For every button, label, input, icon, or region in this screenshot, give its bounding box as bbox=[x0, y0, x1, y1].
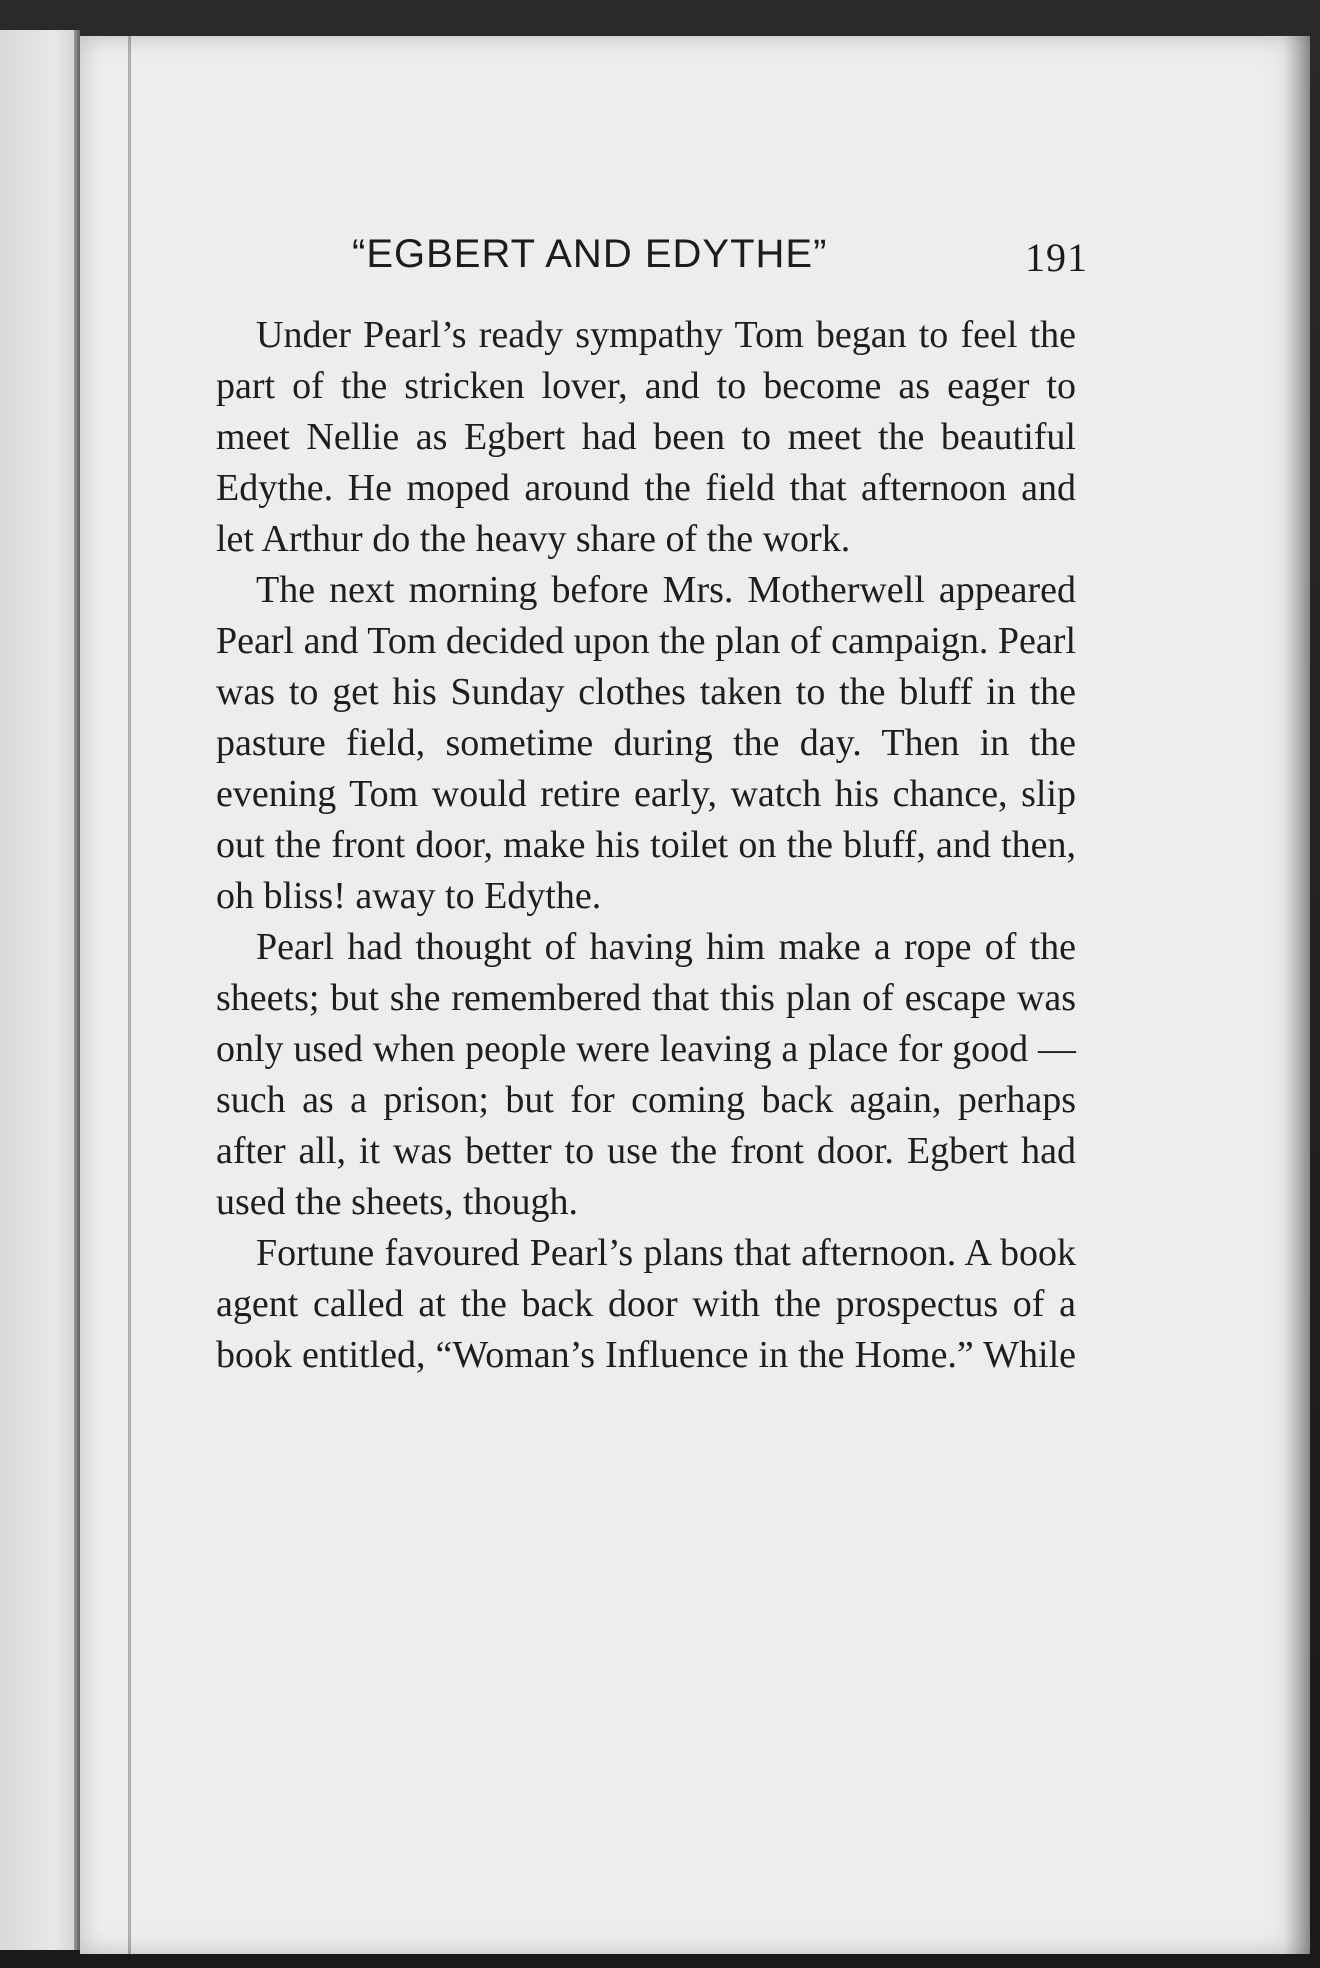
paragraph-1: Under Pearl’s ready sympathy Tom began to feel the part of the stricken lover, and to become as eager to meet Nellie as Egbert had been to meet the beautiful Edythe. He moped around the field that afternoon and let Arthur do the heavy share of the work. bbox=[216, 314, 1076, 560]
paragraph-2: The next morning before Mrs. Motherwell appeared Pearl and Tom decided upon the plan of campaign. Pearl was to get his Sunday clothes taken to the bluff in the pasture field, sometime during the day. Then in the evening Tom would retire early, watch his chance, slip out the front door, make his toilet on the bluff, and then, oh bliss! away to Edythe. bbox=[216, 569, 1076, 917]
gutter-line bbox=[128, 36, 131, 1954]
paragraph-3: Pearl had thought of having him make a rope of the sheets; but she remembered that this plan of escape was only used when people were leaving a place for good — such as a prison; but for coming back again, perhaps after all, it was better to use the front door. Egbert had used the sheets, though. bbox=[216, 926, 1076, 1223]
facing-page-edge bbox=[0, 30, 80, 1950]
running-title: “EGBERT AND EDYTHE” bbox=[352, 232, 828, 276]
body-text bbox=[216, 310, 1076, 1381]
page-header bbox=[268, 232, 1088, 292]
paragraph-4: Fortune favoured Pearl’s plans that afternoon. A book agent called at the back door with the prospectus of a book entitled, “Woman’s Influence in the Home.” While bbox=[216, 1232, 1076, 1376]
page-number: 191 bbox=[1025, 235, 1088, 280]
